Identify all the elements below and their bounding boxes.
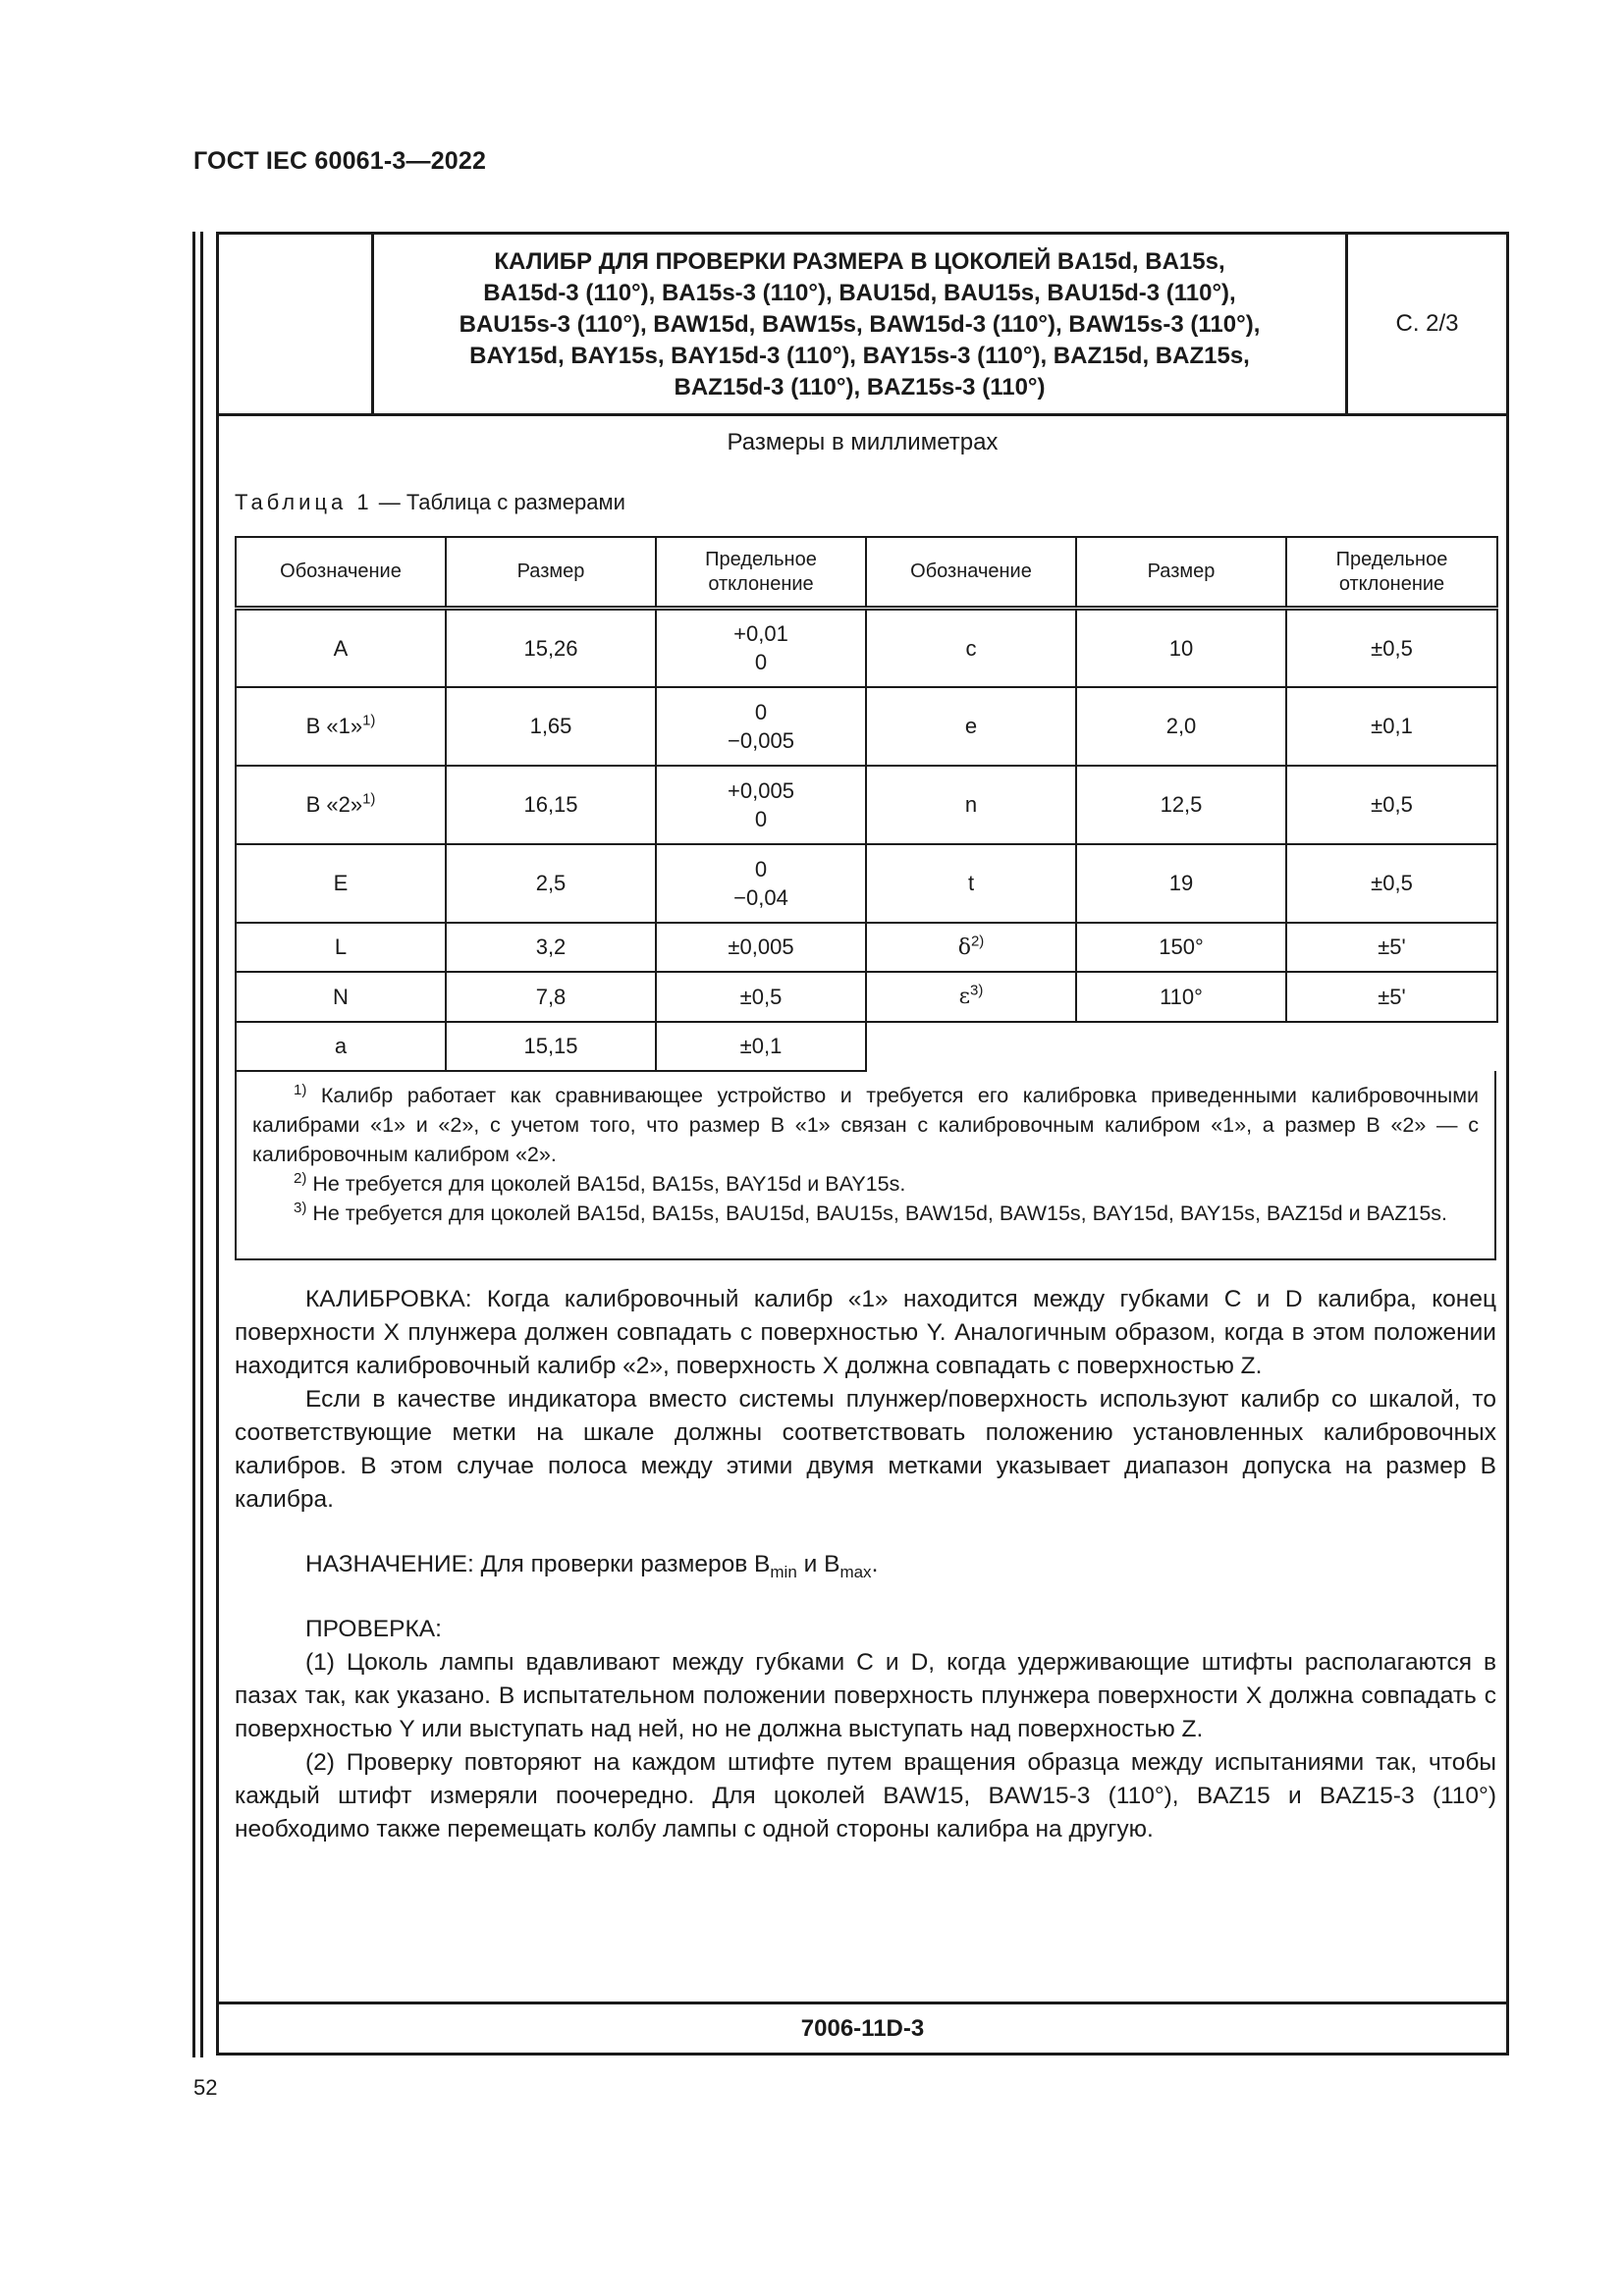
footnote: $^{2)}$ Не требуется для цоколей BA15d, BA15s, BAY15d и BAY15s. <box>294 1169 906 1196</box>
cell-deviation: +0,005 0 <box>656 766 866 844</box>
document-standard-header: ГОСТ IEC 60061-3—2022 <box>193 147 487 175</box>
column-header: Предельное отклонение <box>1286 537 1497 609</box>
check-step-paragraph: (1) Цоколь лампы вдавливают между губками C и D, когда удерживающие штифты располагаются в пазах так, как указано. В испытательном положении поверхность плунжера поверхности X должна совпадать с поверхностью Y или выступать над ней, но не должна выступать над поверхностью Z. <box>235 1649 1496 1742</box>
column-header: Размер <box>446 537 656 609</box>
table-row <box>236 923 1497 972</box>
check-step-paragraph: (2) Проверку повторяют на каждом штифте путем вращения образца между испытаниями так, чтобы каждый штифт измеряли поочередно. Для цоколей BAW15, BAW15-3 (110°), BAZ15 и BAZ15-3 (110°) необходимо также перемещать колбу лампы с одной стороны калибра на другую. <box>235 1749 1496 1842</box>
title-line: КАЛИБР ДЛЯ ПРОВЕРКИ РАЗМЕРА В ЦОКОЛЕЙ BA15d, BA15s, <box>494 248 1225 275</box>
table-row <box>236 766 1497 844</box>
cell-size: 2,0 <box>1076 687 1286 766</box>
column-header: Обозначение <box>866 537 1076 609</box>
cell-size: 10 <box>1076 609 1286 687</box>
footnote-ref: 1) <box>362 790 376 808</box>
sheet-number: С. 2/3 <box>1395 310 1459 337</box>
cell-deviation: ±0,5 <box>656 972 866 1022</box>
empty-cell <box>866 1022 1076 1071</box>
check-heading: ПРОВЕРКА: <box>305 1616 442 1642</box>
cell-deviation: ±5' <box>1286 972 1497 1022</box>
cell-symbol: B «1»$^{1)}$ <box>236 687 446 766</box>
table-header-row <box>236 537 1497 609</box>
title-block <box>219 235 1506 416</box>
cell-symbol: c <box>866 609 1076 687</box>
table-row <box>236 972 1497 1022</box>
cell-deviation: ±0,1 <box>656 1022 866 1071</box>
table-row <box>236 609 1497 687</box>
dimensions-table <box>235 536 1498 1072</box>
margin-rule-outer <box>192 232 195 2057</box>
column-header: Предельное отклонение <box>656 537 866 609</box>
empty-cell <box>1286 1022 1497 1071</box>
cell-deviation: ±0,5 <box>1286 609 1497 687</box>
body-text <box>235 1283 1496 1846</box>
title-line: BAU15s-3 (110°), BAW15d, BAW15s, BAW15d-3 (110°), BAW15s-3 (110°), <box>459 311 1261 338</box>
cell-size: 7,8 <box>446 972 656 1022</box>
cell-size: 3,2 <box>446 923 656 972</box>
table-caption-text: — Таблица с размерами <box>372 490 625 514</box>
column-header: Размер <box>1076 537 1286 609</box>
cell-deviation: +0,01 0 <box>656 609 866 687</box>
footnote-ref: 2) <box>970 933 985 950</box>
cell-symbol: $\varepsilon^{3)}$ <box>866 972 1076 1022</box>
table-row <box>236 844 1497 923</box>
table-caption-label: Таблица 1 <box>235 490 373 514</box>
footnote-ref: 1) <box>362 712 376 729</box>
cell-symbol: B «2»$^{1)}$ <box>236 766 446 844</box>
cell-deviation: ±5' <box>1286 923 1497 972</box>
column-header: Обозначение <box>236 537 446 609</box>
cell-size: 16,15 <box>446 766 656 844</box>
cell-symbol: $\delta^{2)}$ <box>866 923 1076 972</box>
cell-size: 1,65 <box>446 687 656 766</box>
cell-symbol: e <box>866 687 1076 766</box>
cell-symbol: t <box>866 844 1076 923</box>
title-line: BAY15d, BAY15s, BAY15d-3 (110°), BAY15s-3 (110°), BAZ15d, BAZ15s, <box>469 343 1250 369</box>
margin-rule-inner <box>200 232 203 2057</box>
cell-deviation: 0 −0,005 <box>656 687 866 766</box>
cell-deviation: ±0,005 <box>656 923 866 972</box>
cell-symbol: A <box>236 609 446 687</box>
cell-deviation: ±0,1 <box>1286 687 1497 766</box>
cell-symbol: N <box>236 972 446 1022</box>
footnote: $^{1)}$ Калибр работает как сравнивающее устройство и требуется его калибровка приведенными калибровочными калибрами «1» и «2», с учетом того, что размер B «1» связан с калибровочным калибром «1», а размер B «2» — с калибровочным калибром «2». <box>252 1081 1479 1166</box>
cell-size: 2,5 <box>446 844 656 923</box>
calibration-scale-paragraph: Если в качестве индикатора вместо системы плунжер/поверхность используют калибр со шкалой, то соответствующие метки на шкале должны соответствовать положению установленных калибровочных калибров. В этом случае полоса между этими двумя метками указывает диапазон допуска на размер B калибра. <box>235 1386 1496 1513</box>
cell-symbol: E <box>236 844 446 923</box>
cell-size: 12,5 <box>1076 766 1286 844</box>
table-footnotes <box>235 1071 1496 1260</box>
cell-size: 15,15 <box>446 1022 656 1071</box>
title-block-left-cell <box>219 235 374 413</box>
cell-deviation: ±0,5 <box>1286 844 1497 923</box>
cell-size: 15,26 <box>446 609 656 687</box>
purpose-paragraph: НАЗНАЧЕНИЕ: Для проверки размеров $B_{min}$ и $B_{max}$. <box>305 1551 879 1581</box>
cell-size: 110° <box>1076 972 1286 1022</box>
cell-size: 150° <box>1076 923 1286 972</box>
title-line: BA15d-3 (110°), BA15s-3 (110°), BAU15d, BAU15s, BAU15d-3 (110°), <box>483 280 1236 306</box>
cell-deviation: 0 −0,04 <box>656 844 866 923</box>
table-row <box>236 1022 1497 1071</box>
cell-symbol: a <box>236 1022 446 1071</box>
cell-deviation: ±0,5 <box>1286 766 1497 844</box>
cell-symbol: L <box>236 923 446 972</box>
page-number: 52 <box>193 2075 218 2100</box>
empty-cell <box>1076 1022 1286 1071</box>
footnote: $^{3)}$ Не требуется для цоколей BA15d, BA15s, BAU15d, BAU15s, BAW15d, BAW15s, BAY15d, BAY15s, BAZ15d и BAZ15s. <box>294 1199 1448 1225</box>
drawing-sheet-frame <box>216 232 1509 2056</box>
sheet-code: 7006-11D-3 <box>219 2002 1506 2053</box>
table-caption <box>235 490 625 515</box>
calibration-paragraph: КАЛИБРОВКА: Когда калибровочный калибр «1» находится между губками C и D калибра, конец поверхности X плунжера должен совпадать с поверхностью Y. Аналогичным образом, когда в этом положении находится калибровочный калибр «2», поверхность X должна совпадать с поверхностью Z. <box>235 1286 1496 1379</box>
title-block-title <box>374 235 1348 413</box>
cell-size: 19 <box>1076 844 1286 923</box>
table-row <box>236 687 1497 766</box>
title-line: BAZ15d-3 (110°), BAZ15s-3 (110°) <box>674 374 1046 400</box>
cell-symbol: n <box>866 766 1076 844</box>
footnote-ref: 3) <box>970 982 984 999</box>
units-note: Размеры в миллиметрах <box>727 429 999 455</box>
